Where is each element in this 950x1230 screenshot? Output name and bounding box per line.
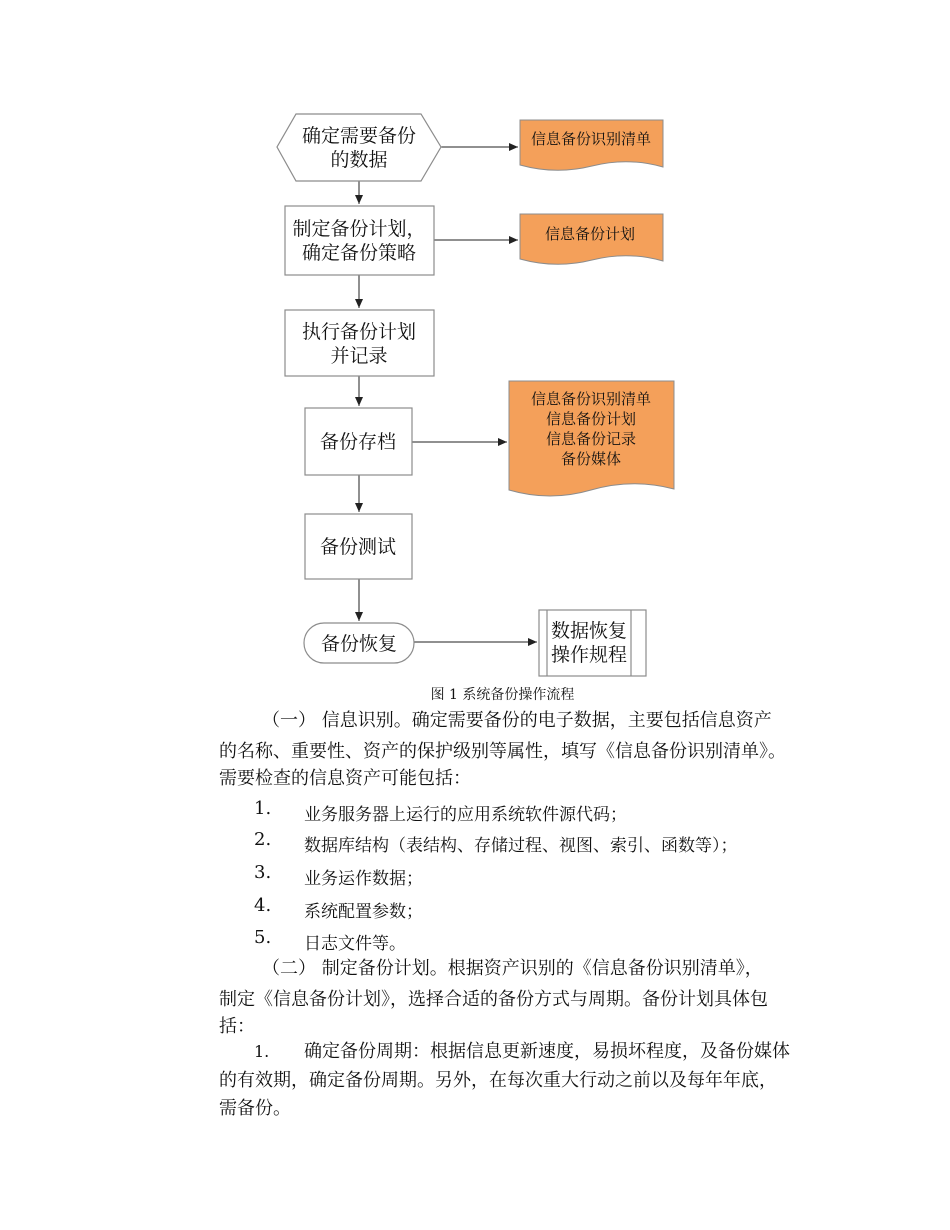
step-identify-data	[277, 114, 441, 181]
step-label: 确定需要备份	[301, 125, 417, 147]
section2-line: 制定《信息备份计划》，选择合适的备份方式与周期。备份计划具体包	[219, 989, 768, 1010]
list-number: 1.	[254, 798, 272, 819]
document-label: 备份媒体	[560, 450, 622, 468]
section1-line: 的名称、重要性、资产的保护级别等属性，填写《信息备份识别清单》。	[219, 741, 786, 762]
step-archive	[305, 408, 412, 475]
list-text: 业务服务器上运行的应用系统软件源代码；	[304, 805, 627, 825]
output-archive-documents	[509, 381, 674, 496]
list-number: 3.	[254, 862, 272, 883]
document-label: 信息备份计划	[545, 410, 637, 428]
step-label: 备份恢复	[320, 633, 398, 655]
step-label: 并记录	[330, 345, 388, 367]
plan-item-line: 确定备份周期：根据信息更新速度，易损坏程度，及备份媒体	[304, 1041, 790, 1062]
document-label: 信息备份记录	[545, 430, 637, 448]
step-restore	[304, 623, 414, 663]
document-label: 信息备份计划	[544, 225, 636, 243]
list-text: 系统配置参数；	[304, 902, 423, 922]
step-label: 执行备份计划	[301, 321, 417, 343]
step-label: 确定备份策略	[301, 242, 417, 264]
list-number: 5.	[254, 927, 272, 948]
section1-line: （一） 信息识别。确定需要备份的电子数据，主要包括信息资产	[262, 710, 772, 731]
plan-item-line: 的有效期，确定备份周期。另外，在每次重大行动之前以及每年年底，	[219, 1070, 777, 1091]
output-identification-list	[520, 120, 663, 170]
figure-caption: 图 1 系统备份操作流程	[430, 687, 575, 703]
process-label: 操作规程	[550, 644, 628, 666]
document-label: 信息备份识别清单	[530, 390, 652, 408]
step-execute-plan	[285, 310, 434, 376]
step-label: 备份测试	[319, 536, 397, 558]
step-label: 的数据	[330, 149, 388, 171]
step-label: 制定备份计划，	[292, 218, 426, 240]
section2-line: 括：	[219, 1016, 255, 1037]
plan-item-line: 需备份。	[219, 1098, 291, 1119]
process-label: 数据恢复	[550, 620, 628, 642]
list-text: 数据库结构（表结构、存储过程、视图、索引、函数等）；	[304, 836, 738, 856]
output-backup-plan	[520, 214, 663, 264]
step-test	[305, 514, 412, 579]
output-recovery-procedure	[539, 610, 646, 676]
step-make-plan	[285, 206, 434, 275]
list-number: 1.	[254, 1042, 270, 1061]
list-number: 4.	[254, 895, 272, 916]
section2-line: （二） 制定备份计划。根据资产识别的《信息备份识别清单》，	[262, 958, 763, 979]
list-text: 日志文件等。	[304, 934, 406, 954]
section1-line: 需要检查的信息资产可能包括：	[219, 768, 471, 789]
step-label: 备份存档	[319, 431, 397, 453]
list-text: 业务运作数据；	[304, 869, 423, 889]
list-number: 2.	[254, 829, 272, 850]
document-label: 信息备份识别清单	[530, 130, 652, 148]
